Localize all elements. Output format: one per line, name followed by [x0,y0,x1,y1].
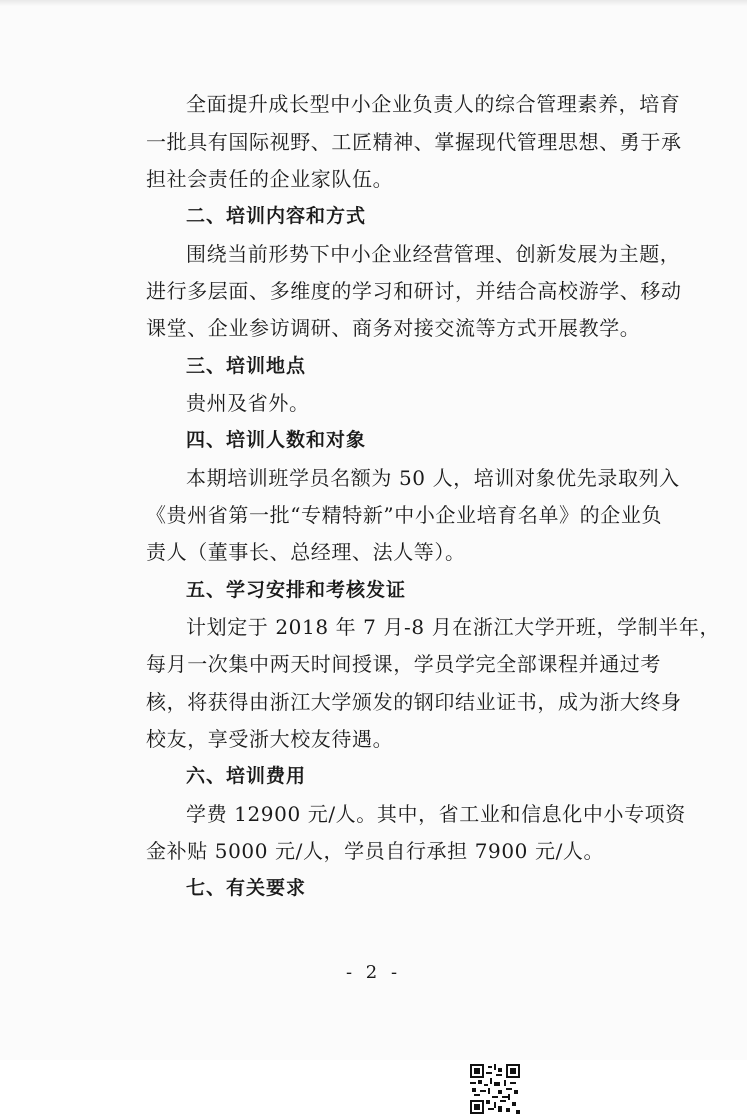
paragraph-line: 校友，享受浙大校友待遇。 [146,727,394,751]
paragraph-line: 全面提升成长型中小企业负责人的综合管理素养，培育 [186,92,681,116]
paragraph-line: 一批具有国际视野、工匠精神、掌握现代管理思想、勇于承 [146,130,682,154]
paragraph-line: 责人（董事长、总经理、法人等）。 [146,540,466,564]
paragraph-line: 贵州及省外。 [186,391,310,415]
paragraph-line: 金补贴 5000 元/人，学员自行承担 7900 元/人。 [146,839,605,863]
paragraph-line: 进行多层面、多维度的学习和研讨，并结合高校游学、移动 [146,279,682,303]
page-footer-band [0,1060,747,1116]
paragraph-line: 《贵州省第一批“专精特新”中小企业培育名单》的企业负 [146,503,663,527]
section-heading: 七、有关要求 [186,877,307,899]
section-heading: 五、学习安排和考核发证 [186,579,407,601]
qr-code-icon[interactable] [470,1064,520,1114]
section-heading: 四、培训人数和对象 [186,429,367,451]
paragraph-line: 担社会责任的企业家队伍。 [146,167,394,191]
paragraph-line: 计划定于 2018 年 7 月-8 月在浙江大学开班，学制半年， [186,615,721,639]
paragraph-line: 围绕当前形势下中小企业经营管理、创新发展为主题， [186,242,681,266]
paragraph-line: 每月一次集中两天时间授课，学员学完全部课程并通过考 [146,652,661,676]
section-heading: 三、培训地点 [186,355,307,377]
paragraph-line: 本期培训班学员名额为 50 人，培训对象优先录取列入 [186,466,680,490]
page-number: - 2 - [345,962,402,983]
paragraph-line: 学费 12900 元/人。其中，省工业和信息化中小专项资 [186,802,686,826]
section-heading: 六、培训费用 [186,765,307,787]
paragraph-line: 核，将获得由浙江大学颁发的钢印结业证书，成为浙大终身 [146,690,682,714]
scan-edge-top [0,0,747,6]
section-heading: 二、培训内容和方式 [186,205,367,227]
paragraph-line: 课堂、企业参访调研、商务对接交流等方式开展教学。 [146,316,641,340]
